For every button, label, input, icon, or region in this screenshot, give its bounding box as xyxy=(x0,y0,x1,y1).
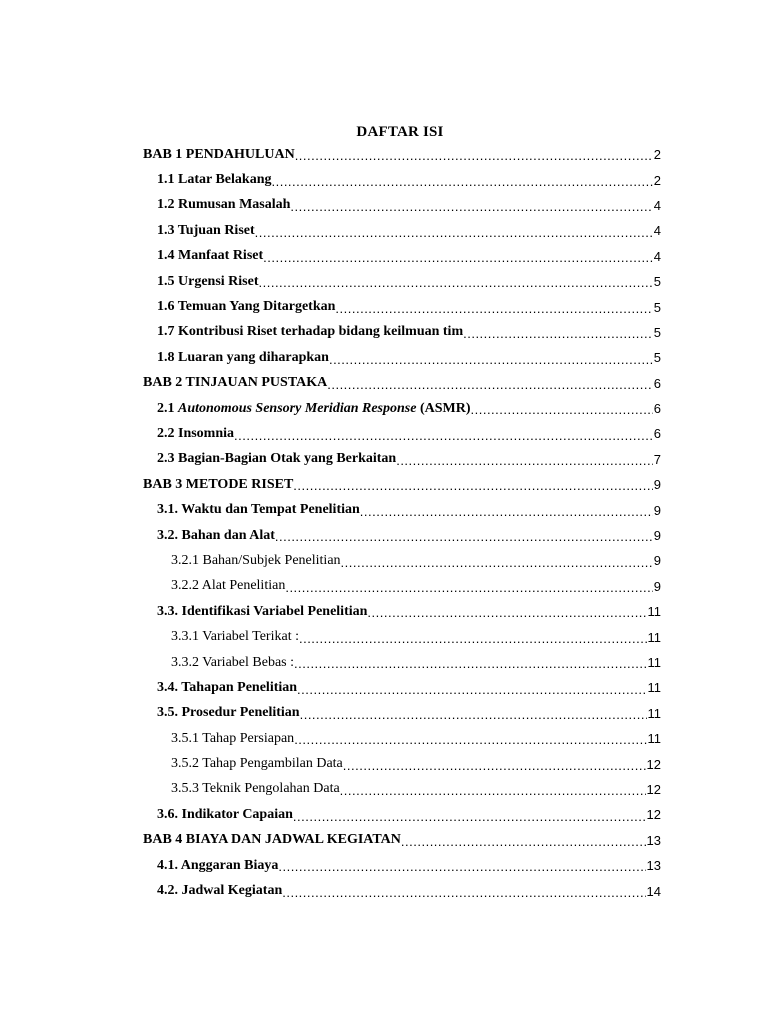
toc-entry-label: 3.6. Indikator Capaian xyxy=(157,806,293,822)
toc-entry-label: 3.2.1 Bahan/Subjek Penelitian xyxy=(171,552,341,568)
toc-page-number: 11 xyxy=(647,705,661,721)
toc-page-number: 9 xyxy=(653,528,661,544)
dot-leader xyxy=(295,149,653,167)
toc-entry-label: BAB 2 TINJAUAN PUSTAKA xyxy=(143,375,328,391)
toc-chapter-entry xyxy=(143,828,661,853)
toc-section-entry xyxy=(143,244,661,269)
toc-subsection-entry xyxy=(143,624,661,649)
toc-section-entry xyxy=(143,396,661,421)
toc-page-number: 11 xyxy=(647,629,661,645)
toc-entry-label: 1.4 Manfaat Riset xyxy=(157,248,264,264)
toc-section-entry xyxy=(143,167,661,192)
dot-leader xyxy=(263,251,653,269)
toc-subsection-entry xyxy=(143,574,661,599)
dot-leader xyxy=(293,479,652,497)
toc-page-number: 4 xyxy=(653,197,661,213)
dot-leader xyxy=(343,759,646,777)
toc-entry-label: 2.2 Insomnia xyxy=(157,425,235,441)
toc-section-entry xyxy=(143,447,661,472)
dot-leader xyxy=(271,175,652,193)
dot-leader xyxy=(340,784,646,802)
toc-page-number: 11 xyxy=(647,731,661,747)
toc-subsection-entry xyxy=(143,751,661,776)
dot-leader xyxy=(278,860,645,878)
toc-entry-label: 1.2 Rumusan Masalah xyxy=(157,197,291,213)
dot-leader xyxy=(259,276,653,294)
dot-leader xyxy=(294,657,647,675)
toc-subsection-entry xyxy=(143,726,661,751)
toc-page-number: 2 xyxy=(653,147,661,163)
dot-leader xyxy=(396,454,653,472)
toc-page-number: 11 xyxy=(647,680,661,696)
dot-leader xyxy=(299,632,647,650)
toc-section-entry xyxy=(143,497,661,522)
toc-page-number: 5 xyxy=(653,350,661,366)
toc-page-number: 2 xyxy=(653,172,661,188)
toc-section-entry xyxy=(143,701,661,726)
toc-chapter-entry xyxy=(143,142,661,167)
toc-page-number: 5 xyxy=(653,299,661,315)
toc-section-entry xyxy=(143,320,661,345)
toc-entry-label: 1.8 Luaran yang diharapkan xyxy=(157,349,329,365)
toc-section-entry xyxy=(143,675,661,700)
toc-page-number: 5 xyxy=(653,324,661,340)
toc-entry-label: 3.5.2 Tahap Pengambilan Data xyxy=(171,756,343,772)
dot-leader xyxy=(327,378,653,396)
dot-leader xyxy=(234,429,653,447)
toc-page-number: 6 xyxy=(653,401,661,417)
toc-page-number: 12 xyxy=(646,807,661,823)
dot-leader xyxy=(401,835,646,853)
toc-page-number: 11 xyxy=(647,655,661,670)
toc-page-number: 9 xyxy=(653,553,661,569)
toc-section-entry xyxy=(143,421,661,446)
dot-leader xyxy=(297,683,646,701)
toc-entry-label: 3.4. Tahapan Penelitian xyxy=(157,679,298,695)
toc-entry-label: 3.5.1 Tahap Persiapan xyxy=(171,730,295,746)
toc-entry-label: 1.3 Tujuan Riset xyxy=(157,222,255,238)
toc-section-entry xyxy=(143,345,661,370)
toc-page-number: 9 xyxy=(653,477,661,493)
toc-page-number: 4 xyxy=(653,248,661,264)
toc-entry-label xyxy=(157,402,471,416)
toc-entry-label: 1.7 Kontribusi Riset terhadap bidang keilmuan tim xyxy=(157,324,464,340)
toc-page-number: 13 xyxy=(646,832,661,848)
toc-entry-label: 3.3. Identifikasi Variabel Penelitian xyxy=(157,603,368,619)
toc-list xyxy=(143,142,661,904)
dot-leader xyxy=(294,733,646,751)
toc-entry-label: 2.3 Bagian-Bagian Otak yang Berkaitan xyxy=(157,451,397,467)
toc-entry-label: 3.3.2 Variabel Bebas : xyxy=(171,654,294,670)
toc-entry-label: BAB 3 METODE RISET xyxy=(143,476,294,492)
toc-page-number: 9 xyxy=(653,502,661,518)
toc-entry-label: BAB 1 PENDAHULUAN xyxy=(143,146,295,162)
toc-entry-label: 3.3.1 Variabel Terikat : xyxy=(171,629,299,645)
toc-section-entry xyxy=(143,853,661,878)
dot-leader xyxy=(471,403,653,421)
toc-chapter-entry xyxy=(143,371,661,396)
toc-entry-label: 1.5 Urgensi Riset xyxy=(157,273,259,289)
dot-leader xyxy=(300,708,647,726)
toc-page-number: 13 xyxy=(646,858,661,874)
dot-leader xyxy=(282,886,645,904)
toc-section-entry xyxy=(143,218,661,243)
dot-leader xyxy=(290,200,652,218)
toc-page-number: 14 xyxy=(646,883,661,899)
toc-chapter-entry xyxy=(143,472,661,497)
toc-entry-label: 4.2. Jadwal Kegiatan xyxy=(157,883,283,899)
dot-leader xyxy=(293,810,646,828)
toc-page-number: 4 xyxy=(653,223,661,239)
toc-entry-label: 4.1. Anggaran Biaya xyxy=(157,857,279,873)
toc-subsection-entry xyxy=(143,777,661,802)
dot-leader xyxy=(360,505,653,523)
toc-entry-label: 3.2.2 Alat Penelitian xyxy=(171,578,286,594)
toc-entry-label: 3.5.3 Teknik Pengolahan Data xyxy=(171,781,340,797)
toc-subsection-entry xyxy=(143,548,661,573)
toc-section-entry xyxy=(143,294,661,319)
toc-entry-label: 1.1 Latar Belakang xyxy=(157,172,272,188)
toc-entry-label: 1.6 Temuan Yang Ditargetkan xyxy=(157,299,336,315)
toc-entry-label-prefix: 2.1 xyxy=(157,400,178,416)
toc-entry-label: 3.2. Bahan dan Alat xyxy=(157,527,275,543)
dot-leader xyxy=(335,302,652,320)
dot-leader xyxy=(463,327,653,345)
dot-leader xyxy=(275,530,653,548)
toc-page-number: 6 xyxy=(653,375,661,391)
toc-page-number: 7 xyxy=(653,451,661,467)
toc-page-number: 5 xyxy=(653,274,661,290)
toc-entry-label-italic: Autonomous Sensory Meridian Response xyxy=(178,400,417,416)
dot-leader xyxy=(285,581,652,599)
dot-leader xyxy=(367,606,646,624)
toc-section-entry xyxy=(143,523,661,548)
toc-section-entry xyxy=(143,802,661,827)
toc-section-entry xyxy=(143,878,661,903)
toc-page-number: 6 xyxy=(653,426,661,442)
toc-section-entry xyxy=(143,599,661,624)
dot-leader xyxy=(255,226,653,244)
dot-leader xyxy=(341,556,653,574)
toc-entry-label-suffix: (ASMR) xyxy=(416,400,471,416)
toc-section-entry xyxy=(143,269,661,294)
toc-subsection-entry xyxy=(143,650,661,675)
toc-page-number: 12 xyxy=(646,781,661,797)
toc-page-number: 11 xyxy=(647,604,661,620)
toc-entry-label: 3.5. Prosedur Penelitian xyxy=(157,705,300,721)
toc-section-entry xyxy=(143,193,661,218)
toc-title: DAFTAR ISI xyxy=(356,124,444,140)
toc-page-number: 9 xyxy=(653,578,661,594)
dot-leader xyxy=(329,353,653,371)
toc-entry-label: 3.1. Waktu dan Tempat Penelitian xyxy=(157,502,360,518)
toc-page-number: 12 xyxy=(646,756,661,772)
toc-entry-label: BAB 4 BIAYA DAN JADWAL KEGIATAN xyxy=(143,832,401,848)
